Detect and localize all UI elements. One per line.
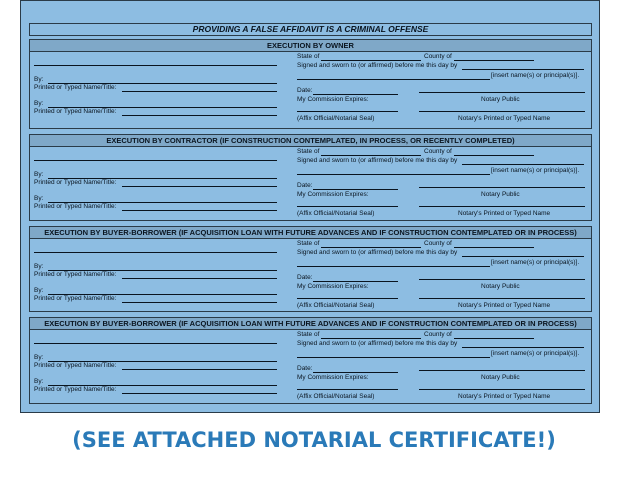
date-label: Date: (297, 182, 313, 189)
footer-note: (SEE ATTACHED NOTARIAL CERTIFICATE!) (72, 428, 556, 452)
section-title: EXECUTION BY BUYER-BORROWER (IF ACQUISITION LOAN WITH FUTURE ADVANCES AND IF CONSTRUCTION CONTEMPLATED OR IN PROCESS) (29, 226, 592, 239)
printed-name-label: Printed or Typed Name/Title: (34, 84, 117, 91)
county-label: County of (424, 331, 452, 338)
commission-label: My Commission Expires: (297, 96, 369, 103)
date-line[interactable] (313, 372, 398, 373)
by-label: By: (34, 263, 44, 270)
section-title: EXECUTION BY BUYER-BORROWER (IF ACQUISITION LOAN WITH FUTURE ADVANCES AND IF CONSTRUCTION CONTEMPLATED OR IN PROCESS) (29, 317, 592, 330)
date-line[interactable] (313, 94, 398, 95)
date-label: Date: (297, 274, 313, 281)
printed-name-label: Printed or Typed Name/Title: (34, 179, 117, 186)
signed-sworn-label: Signed and sworn to (or affirmed) before me this day by (297, 249, 458, 256)
notary-name-line[interactable] (419, 298, 585, 299)
printed-name-line[interactable] (122, 91, 277, 92)
signed-sworn-label: Signed and sworn to (or affirmed) before me this day by (297, 340, 458, 347)
entity-name-line[interactable] (34, 65, 277, 66)
notary-printed-label: Notary's Printed or Typed Name (458, 210, 551, 217)
seal-label: (Affix Official/Notarial Seal) (297, 393, 375, 400)
printed-name-label: Printed or Typed Name/Title: (34, 386, 117, 393)
county-label: County of (424, 240, 452, 247)
warning-header: PROVIDING A FALSE AFFIDAVIT IS A CRIMINAL OFFENSE (29, 23, 592, 36)
seal-label: (Affix Official/Notarial Seal) (297, 302, 375, 309)
notary-name-line[interactable] (419, 389, 585, 390)
printed-name-label: Printed or Typed Name/Title: (34, 108, 117, 115)
state-label: State of (297, 148, 320, 155)
state-label: State of (297, 240, 320, 247)
notary-public-label: Notary Public (481, 96, 520, 103)
printed-name-line[interactable] (122, 115, 277, 116)
date-line[interactable] (313, 189, 398, 190)
sworn-by-line[interactable] (462, 347, 584, 348)
printed-name-line[interactable] (122, 302, 277, 303)
notary-signature-line[interactable] (419, 187, 585, 188)
state-line[interactable] (321, 60, 421, 61)
by-label: By: (34, 171, 44, 178)
county-label: County of (424, 148, 452, 155)
printed-name-label: Printed or Typed Name/Title: (34, 362, 117, 369)
notary-printed-label: Notary's Printed or Typed Name (458, 115, 551, 122)
affidavit-form (20, 0, 600, 413)
date-label: Date: (297, 365, 313, 372)
insert-names-label: [insert name(s) or principal(s)]. (491, 72, 580, 79)
state-line[interactable] (321, 155, 421, 156)
printed-name-line[interactable] (122, 186, 277, 187)
by-label: By: (34, 287, 44, 294)
insert-names-label: [insert name(s) or principal(s)]. (491, 167, 580, 174)
by-label: By: (34, 76, 44, 83)
notary-public-label: Notary Public (481, 191, 520, 198)
commission-line[interactable] (297, 206, 398, 207)
section-title: EXECUTION BY CONTRACTOR (IF CONSTRUCTION CONTEMPLATED, IN PROCESS, OR RECENTLY COMPLETED) (29, 134, 592, 147)
principal-names-line[interactable] (297, 266, 490, 267)
commission-line[interactable] (297, 389, 398, 390)
printed-name-line[interactable] (122, 393, 277, 394)
by-label: By: (34, 354, 44, 361)
notary-name-line[interactable] (419, 206, 585, 207)
notary-printed-label: Notary's Printed or Typed Name (458, 302, 551, 309)
section-title: EXECUTION BY OWNER (29, 39, 592, 52)
seal-label: (Affix Official/Notarial Seal) (297, 210, 375, 217)
entity-name-line[interactable] (34, 343, 277, 344)
commission-label: My Commission Expires: (297, 374, 369, 381)
sworn-by-line[interactable] (462, 164, 584, 165)
state-label: State of (297, 53, 320, 60)
sworn-by-line[interactable] (462, 69, 584, 70)
by-label: By: (34, 100, 44, 107)
county-line[interactable] (454, 60, 534, 61)
principal-names-line[interactable] (297, 174, 490, 175)
county-label: County of (424, 53, 452, 60)
signed-sworn-label: Signed and sworn to (or affirmed) before me this day by (297, 62, 458, 69)
county-line[interactable] (454, 247, 534, 248)
printed-name-line[interactable] (122, 278, 277, 279)
entity-name-line[interactable] (34, 252, 277, 253)
principal-names-line[interactable] (297, 357, 490, 358)
date-line[interactable] (313, 281, 398, 282)
state-label: State of (297, 331, 320, 338)
printed-name-label: Printed or Typed Name/Title: (34, 271, 117, 278)
by-label: By: (34, 195, 44, 202)
insert-names-label: [insert name(s) or principal(s)]. (491, 259, 580, 266)
notary-signature-line[interactable] (419, 279, 585, 280)
by-label: By: (34, 378, 44, 385)
state-line[interactable] (321, 247, 421, 248)
printed-name-line[interactable] (122, 369, 277, 370)
entity-name-line[interactable] (34, 160, 277, 161)
commission-line[interactable] (297, 298, 398, 299)
signed-sworn-label: Signed and sworn to (or affirmed) before me this day by (297, 157, 458, 164)
principal-names-line[interactable] (297, 79, 490, 80)
notary-printed-label: Notary's Printed or Typed Name (458, 393, 551, 400)
printed-name-line[interactable] (122, 210, 277, 211)
county-line[interactable] (454, 155, 534, 156)
commission-line[interactable] (297, 111, 398, 112)
notary-name-line[interactable] (419, 111, 585, 112)
commission-label: My Commission Expires: (297, 191, 369, 198)
sworn-by-line[interactable] (462, 256, 584, 257)
date-label: Date: (297, 87, 313, 94)
notary-public-label: Notary Public (481, 283, 520, 290)
state-line[interactable] (321, 338, 421, 339)
seal-label: (Affix Official/Notarial Seal) (297, 115, 375, 122)
printed-name-label: Printed or Typed Name/Title: (34, 203, 117, 210)
county-line[interactable] (454, 338, 534, 339)
printed-name-label: Printed or Typed Name/Title: (34, 295, 117, 302)
notary-public-label: Notary Public (481, 374, 520, 381)
insert-names-label: [insert name(s) or principal(s)]. (491, 350, 580, 357)
notary-signature-line[interactable] (419, 370, 585, 371)
commission-label: My Commission Expires: (297, 283, 369, 290)
notary-signature-line[interactable] (419, 92, 585, 93)
